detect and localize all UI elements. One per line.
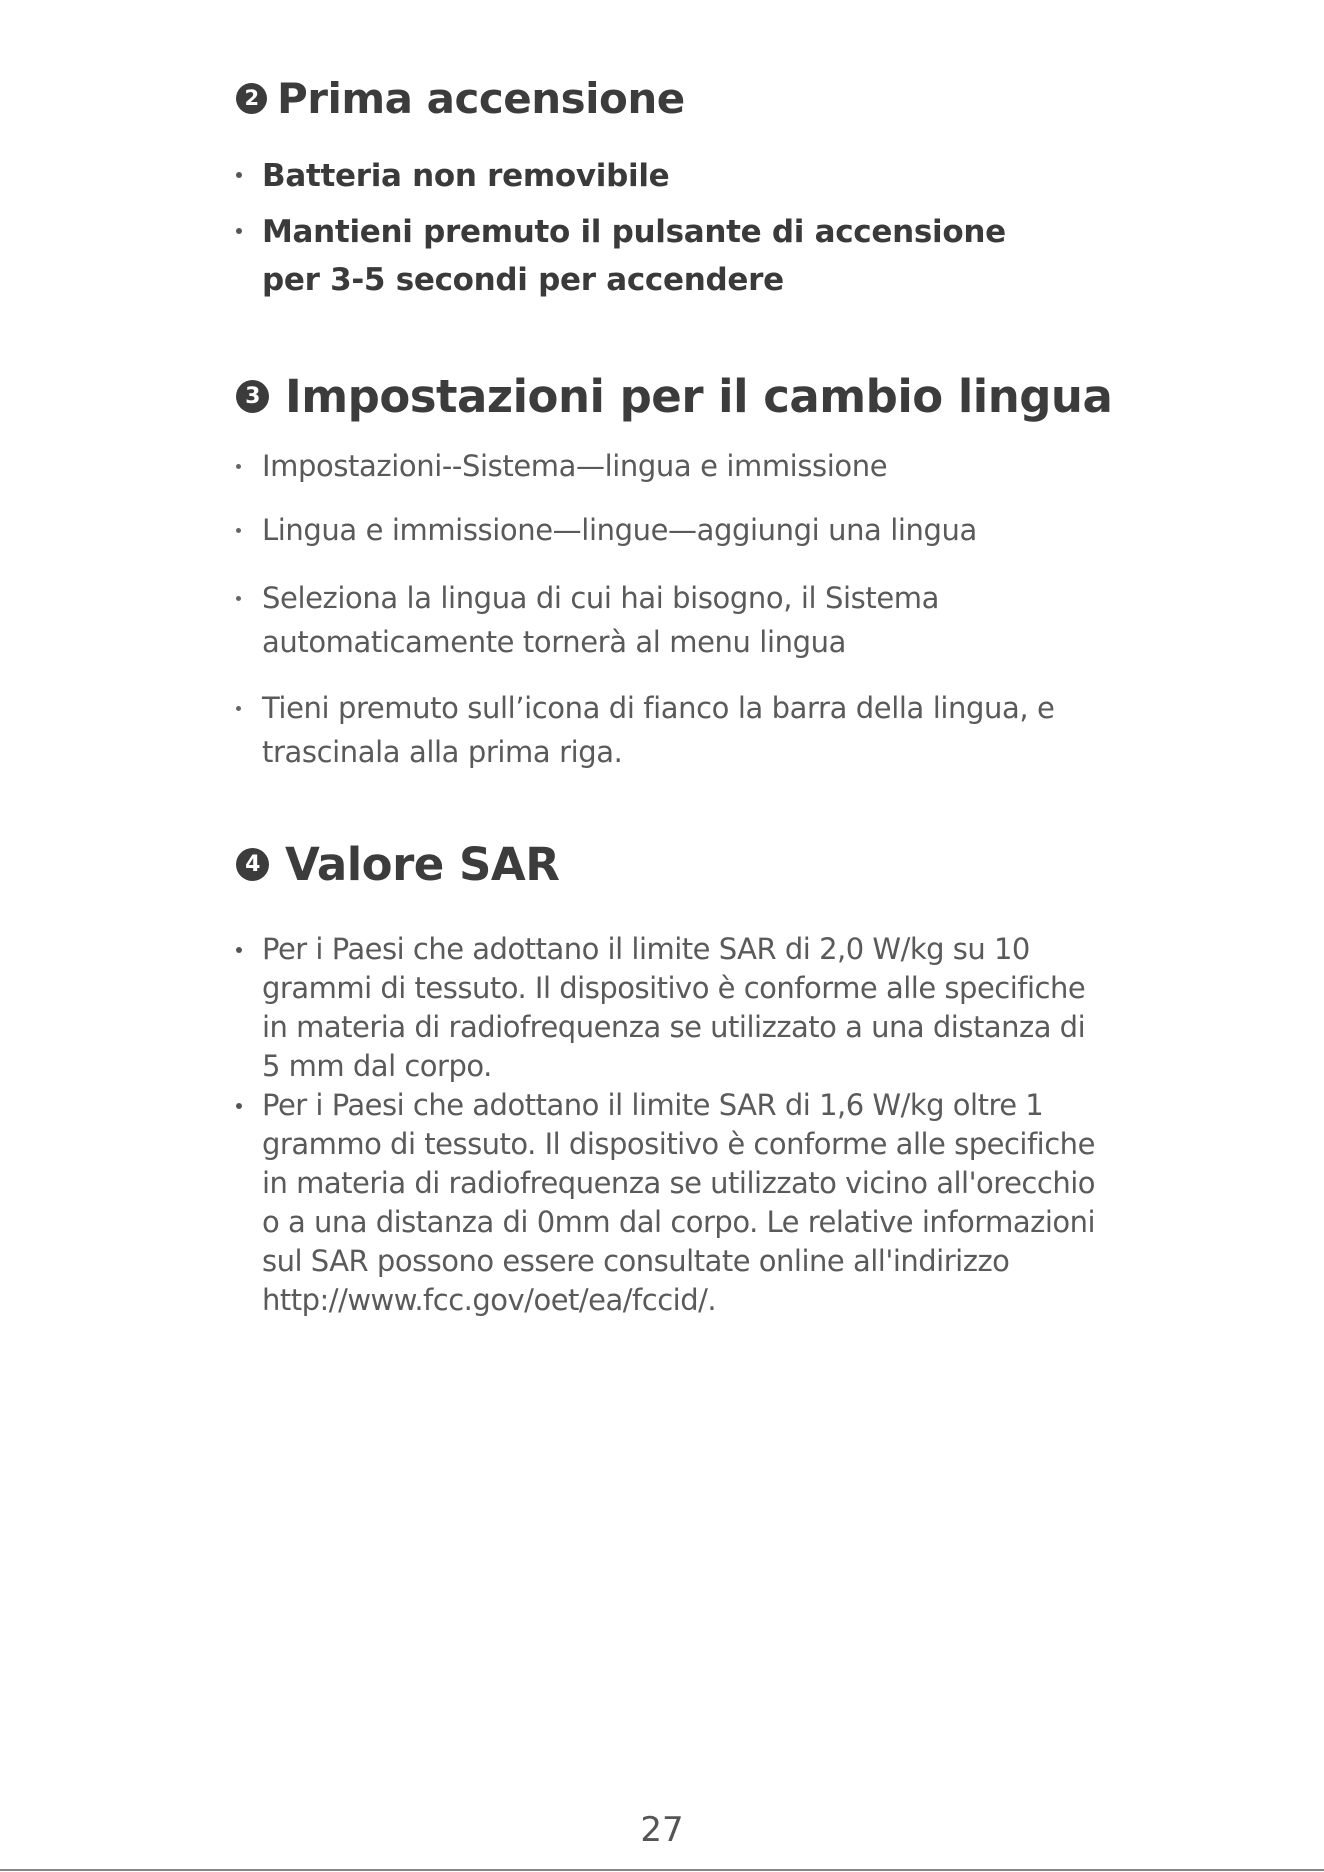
section-number-badge: 3: [236, 380, 269, 413]
section-heading-prima-accensione: [236, 74, 685, 123]
section-title: Prima accensione: [277, 74, 685, 123]
bullet-icon: [236, 464, 241, 469]
list-item-text: Mantieni premuto il pulsante di accensione per 3-5 secondi per accendere: [262, 214, 1006, 298]
bottom-divider: [0, 1869, 1324, 1871]
bullet-icon: [236, 528, 241, 533]
list-item-text: Lingua e immissione—lingue—aggiungi una lingua: [262, 513, 977, 547]
section-heading-impostazioni-lingua: [236, 370, 1112, 423]
list-item: [236, 508, 1136, 552]
list-item: [236, 686, 1136, 774]
bullet-icon: [236, 172, 242, 178]
bullet-icon: [236, 706, 241, 711]
bullet-icon: [236, 947, 242, 953]
bullet-icon: [236, 1103, 242, 1109]
list-item-text: Impostazioni--Sistema—lingua e immissione: [262, 449, 888, 483]
page-number: 27: [640, 1810, 684, 1850]
section-title: Valore SAR: [285, 838, 560, 891]
list-item: [236, 444, 1136, 488]
bullet-icon: [236, 596, 241, 601]
list-item: [236, 930, 1136, 1086]
list-item-text: Per i Paesi che adottano il limite SAR di 2,0 W/kg su 10 grammi di tessuto. Il dispositivo è conforme alle specifiche in materia di radiofrequenza se utilizzato a una distanza di 5 mm dal corpo.: [262, 932, 1086, 1083]
section-title: Impostazioni per il cambio lingua: [285, 370, 1113, 423]
list-item: [236, 576, 1136, 664]
list-item-text: Batteria non removibile: [262, 158, 670, 194]
bullet-icon: [236, 228, 242, 234]
list-item: [236, 1086, 1136, 1320]
section-number-badge: 4: [236, 848, 269, 881]
list-item-text: Tieni premuto sull’icona di fianco la barra della lingua, e trascinala alla prima riga.: [262, 691, 1055, 769]
list-item-text: Per i Paesi che adottano il limite SAR di 1,6 W/kg oltre 1 grammo di tessuto. Il dispositivo è conforme alle specifiche in materia di radiofrequenza se utilizzato vicino all'orecchio o a una distanza di 0mm dal corpo. Le relative informazioni sul SAR possono essere consultate online all'indirizzo http://www.fcc.gov/oet/ea/fccid/.: [262, 1088, 1096, 1317]
list-item: [236, 208, 1136, 304]
section-heading-valore-sar: [236, 838, 559, 891]
list-item: [236, 152, 1136, 200]
list-item-text: Seleziona la lingua di cui hai bisogno, il Sistema automaticamente tornerà al menu lingua: [262, 581, 939, 659]
section-number-badge: 2: [236, 83, 267, 114]
